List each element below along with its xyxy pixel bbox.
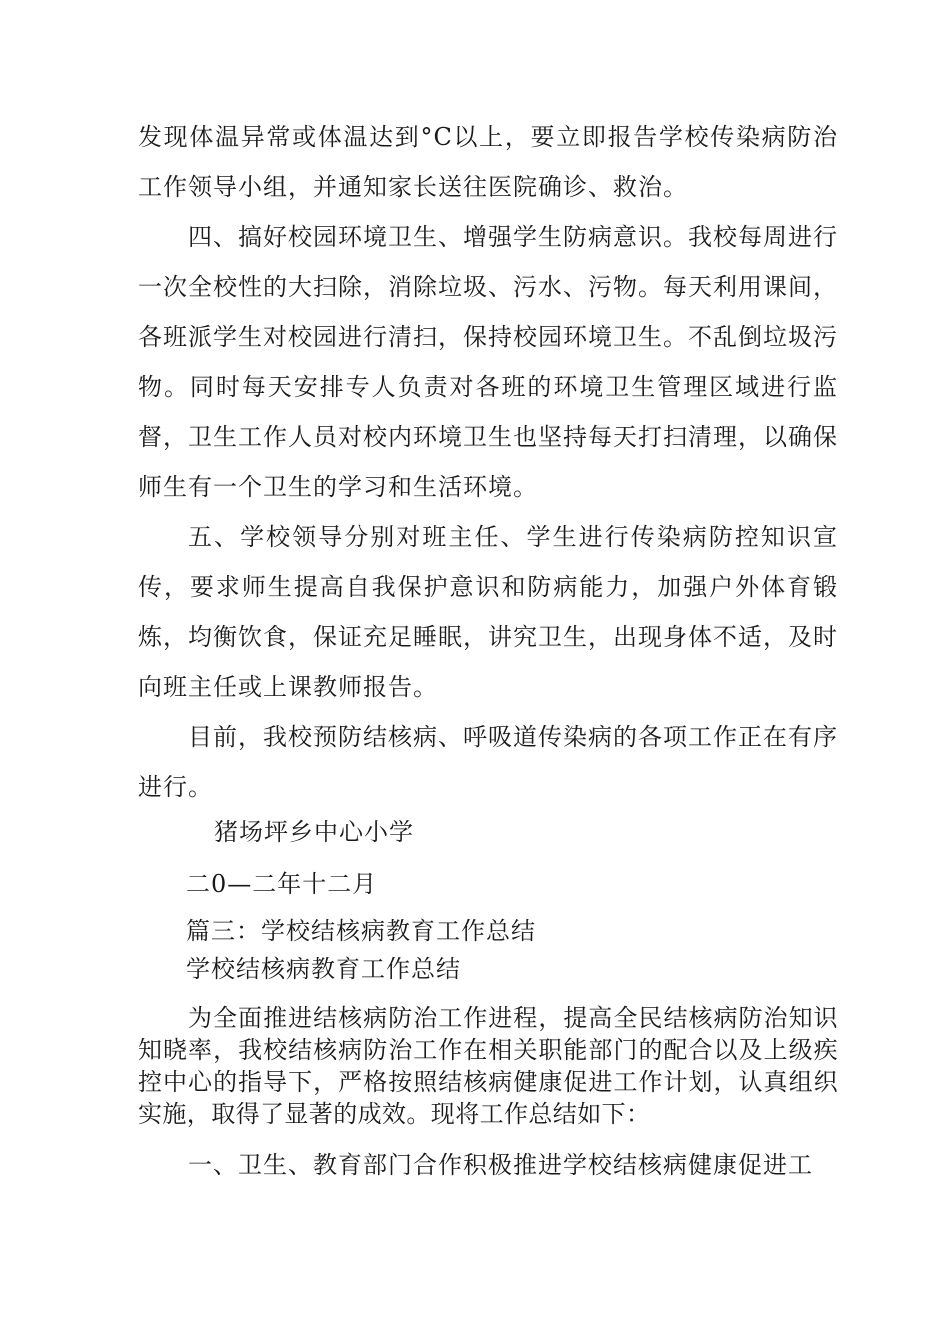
section-heading: 篇三：学校结核病教育工作总结: [186, 917, 536, 945]
signature-school: 猪场坪乡中心小学: [214, 818, 414, 846]
paragraph-section-four: 四、搞好校园环境卫生、增强学生防病意识。我校每周进行一次全校性的大扫除，消除垃圾、污水、污物。每天利用课间，各班派学生对校园进行清扫，保持校园环境卫生。不乱倒垃圾污物。同时每天安排专人负责对各班的环境卫生管理区域进行监督，卫生工作人员对校内环境卫生也坚持每天打扫清理，以确保师生有一个卫生的学习和生活环境。: [138, 223, 838, 501]
paragraph-continuation: 发现体温异常或体温达到°C以上，要立即报告学校传染病防治工作领导小组，并通知家长送往医院确诊、救治。: [138, 123, 838, 201]
paragraph-section-five: 五、学校领导分别对班主任、学生进行传染病防控知识宣传，要求师生提高自我保护意识和防病能力，加强户外体育锻炼，均衡饮食，保证充足睡眠，讲究卫生，出现身体不适，及时向班主任或上课教师报告。: [138, 523, 838, 701]
section-title: 学校结核病教育工作总结: [186, 955, 461, 983]
signature-date: 二0—二年十二月: [186, 870, 378, 898]
paragraph-current-status: 目前，我校预防结核病、呼吸道传染病的各项工作正在有序进行。: [138, 723, 838, 801]
paragraph-section-one: 一、卫生、教育部门合作积极推进学校结核病健康促进工: [188, 1151, 813, 1179]
paragraph-summary-intro: 为全面推进结核病防治工作进程，提高全民结核病防治知识知晓率，我校结核病防治工作在相关职能部门的配合以及上级疾控中心的指导下，严格按照结核病健康促进工作计划，认真组织实施，取得了显著的成效。现将工作总结如下：: [138, 1004, 838, 1128]
